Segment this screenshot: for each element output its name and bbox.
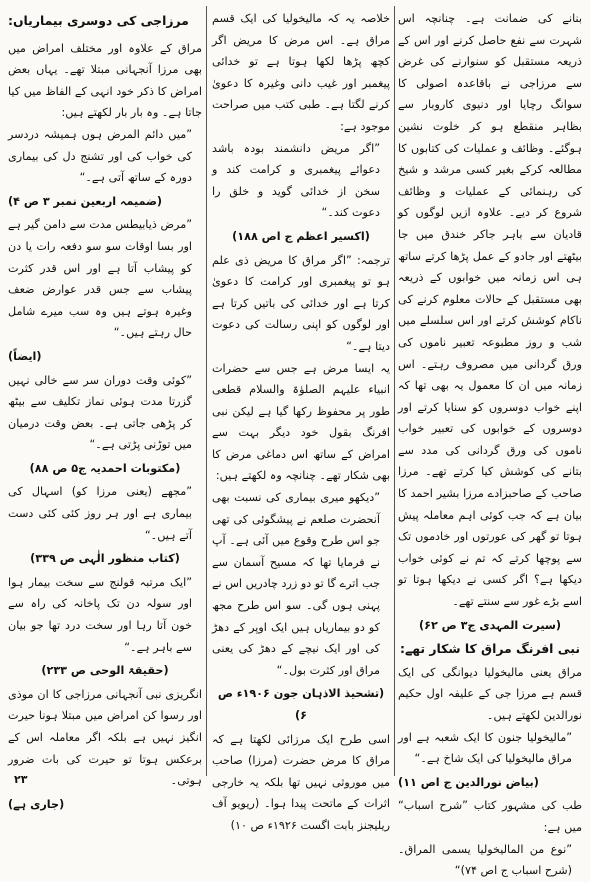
section-heading: نبی افرنگ مراق کا شکار تھے: [399, 641, 580, 657]
citation: (مکتوبات احمدیہ ج۵ ص ۸۸) [29, 461, 181, 475]
column-middle [212, 8, 390, 832]
quotation: ”میں دائم المرض ہوں ہمیشہ دردسر کی خواب کی اور تشنج دل کی بیماری دورہ کے ساتھ آتی ہے۔“ [8, 127, 192, 185]
quotation: ”دیکھو میری بیماری کی نسبت بھی آنحضرت صلعم نے پیشگوئی کی تھی جو اس طرح وقوع میں آئی ہے۔ آپ نے فرمایا تھا کہ مسیح آسمان سے جب اترے گا تو دو زرد چادریں اس نے پہنی ہوں گی۔ سو اس طرح مجھ کو دو بیماریاں ہیں ایک اوپر کے دھڑ کی اور ایک نیچے کے دھڑ کی یعنی مراق اور کثرت بول۔“ [212, 491, 380, 677]
continuation-note: (جاری ہے) [8, 797, 65, 811]
quotation: ”کوئی وقت دوران سر سے خالی نہیں گزرتا مدت ہوئی نماز تکلیف سے بیٹھ کر پڑھی جاتی ہے۔ بعض وقت درمیان میں توڑنی پڑتی ہے۔“ [8, 373, 192, 452]
citation: (سیرت المہدی ج۳ ص ۶۲) [418, 618, 562, 632]
paragraph: مراق کے علاوہ اور مختلف امراض میں بھی مرزا آنجہانی مبتلا تھے۔ یہاں بعض امراض کا ذکر خود انہی کے الفاظ میں کیا جاتا ہے۔ وہ بار بار لکھتے ہیں: [8, 41, 202, 120]
paragraph: انگریزی نبی آنجہانی مرزاجی کا ان موذی اور رسوا کن امراض میں مبتلا ہونا حیرت انگیز نہیں ہے بلکہ اگر معاملہ اس کے برعکس ہوتا تو حیرت کی بات ضرور ہوتی۔ [8, 687, 202, 788]
citation: (ایضاً) [8, 349, 42, 363]
quotation: ”ایک مرتبہ قولنج سے سخت بیمار ہوا اور سولہ دن تک پاخانہ کی راہ سے خون آتا رہا اور سخت درد تھا جو بیان سے باہر ہے۔“ [8, 575, 192, 654]
citation: (تشحیذ الاذہان جون ۱۹۰۶ء ص ۶) [217, 687, 385, 722]
quotation: ”اگر مریض دانشمند بودہ باشد دعوائے پیغمبری و کرامت کند و سخن از خدائی گوید و خلق را دعوت کند۔“ [212, 141, 380, 220]
paragraph: ترجمہ: ”اگر مراق کا مریض ذی علم ہو تو پیغمبری اور کرامت کا دعویٰ کرتا ہے اور خدائی کی باتیں کرتا ہے اور لوگوں کو اپنی رسالت کی دعوت دیتا ہے۔“ [212, 253, 390, 353]
paragraph: طب کی مشہور کتاب ”شرح اسباب“ میں ہے: [398, 799, 582, 834]
quotation: ”مرض ذیابیطس مدت سے دامن گیر ہے اور بسا اوقات سو سو دفعہ رات یا دن کو پیشاب آتا ہے اور اس قدر کثرت پیشاب سے جس قدر عوارض ضعف وغیرہ ہوتے ہیں وہ سب میرے شامل حال رہتے ہیں۔“ [8, 218, 192, 340]
quotation: ”مجھے (یعنی مرزا کو) اسہال کی بیماری ہے اور ہر روز کئی کئی دست آتے ہیں۔“ [8, 485, 192, 542]
column-left [8, 8, 202, 811]
paragraph: بنانے کی ضمانت ہے۔ چنانچہ اس شہرت سے نفع حاصل کرنے اور اس کے ذریعہ مستقبل کو سنوارنے کی غرض سے مرزاجی نے باقاعدہ اصولی کا سوانگ رچایا اور دنیوی کاروبار سے بظاہر منقطع ہو کر خلوت نشین ہوگئے۔ وظائف و عملیات کی کتابوں کا مطالعہ کرکے بغیر کسی مرشد و شیخ کی رہنمائی کے عملیات و وظائف شروع کر دیے۔ علاوہ ازیں لوگوں کو قادیان سے باہر جاکر خندق میں جا بیٹھتے اور جادو کے عمل پڑھا کرتے ساتھ ہی اس زمانہ میں خوابوں کے ذریعہ بھی مستقبل کے حالات معلوم کرنے کی ناکام کوشش کرتے اور اس سلسلے میں شب و روز مطبوعہ تعبیر ناموں کی ورق گردانی میں مصروف رہتے۔ اس زمانہ میں ان کا معمول یہ بھی تھا کہ اپنے خواب دوسروں کو سنایا کرتے اور دوسروں کے خوابوں کی تعبیر خواب ناموں کی ورق گردانی کی مدد سے بتانے کی کوشش کیا کرتے تھے۔ مرزا صاحب کے صاحبزادے مرزا بشیر احمد کا بیان ہے کہ جب کوئی اہم معاملہ پیش ہوتا تو گھر کی عورتوں اور خادموں تک سے پوچھا کرتے کہ تم نے کوئی خواب دیکھا ہے؟ اگر کسی نے دیکھا ہوتا تو اسے بڑے غور سے سنتے تھے۔ [398, 12, 582, 609]
column-divider [394, 6, 395, 776]
column-right [398, 8, 582, 878]
paragraph: یہ ایسا مرض ہے جس سے حضرات انبیاء علیہم الصلوٰۃ والسلام قطعی طور پر محفوظ رکھا گیا ہے لیکن نبی افرنگ بقول خود دیگر بہت سے امراض کے ساتھ اس دماغی مرض کا بھی شکار تھے۔ چنانچہ وہ لکھتے ہیں: [212, 361, 390, 483]
citation: (ضمیمہ اربعین نمبر ۳ ص ۴) [8, 194, 163, 208]
paragraph: مراق یعنی مالیخولیا دیوانگی کی ایک قسم ہے مرزا جی کے علیفہ اول حکیم نورالدین لکھتے ہیں۔ [398, 665, 582, 722]
paragraph: اسی طرح ایک مرزائی لکھتا ہے کہ مراق کا مرض حضرت (مرزا) صاحب میں موروثی نہیں تھا بلکہ یہ خارجی اثرات کے ماتحت پیدا ہوا۔ (ریویو آف ریلیجنز بابت اگست ۱۹۲۶ء ص ۱۰) [212, 732, 390, 832]
citation: (حقیقۃ الوحی ص ۲۳۳) [41, 664, 169, 678]
section-heading: مرزاجی کی دوسری بیماریاں: [8, 13, 189, 28]
citation: (اکسیر اعظم ج اص ۱۸۸) [232, 229, 370, 243]
citation: (کتاب منظور الٰہی ص ۳۳۹) [30, 552, 180, 566]
page-number: ۲۳ [14, 773, 28, 786]
citation: (بیاض نورالدین ج اص ۱۱) [398, 775, 539, 789]
paragraph: خلاصہ یہ کہ مالیخولیا کی ایک قسم مراق ہے۔ اس مرض کا مریض اگر کچھ پڑھا لکھا ہوتا ہے تو خدائی پیغمبر اور غیب دانی وغیرہ کا دعویٰ کرنے لگتا ہے۔ طبی کتب میں صراحت موجود ہے: [212, 12, 390, 133]
column-divider [206, 6, 207, 776]
quotation: ”مالیخولیا جنون کا ایک شعبہ ہے اور مراق مالیخولیا کی ایک شاخ ہے۔“ [398, 730, 572, 766]
quotation: ”نوع من المالیخولیا یسمی المراق۔ (شرح اسباب ج اص ۷۴)“ [398, 842, 572, 878]
